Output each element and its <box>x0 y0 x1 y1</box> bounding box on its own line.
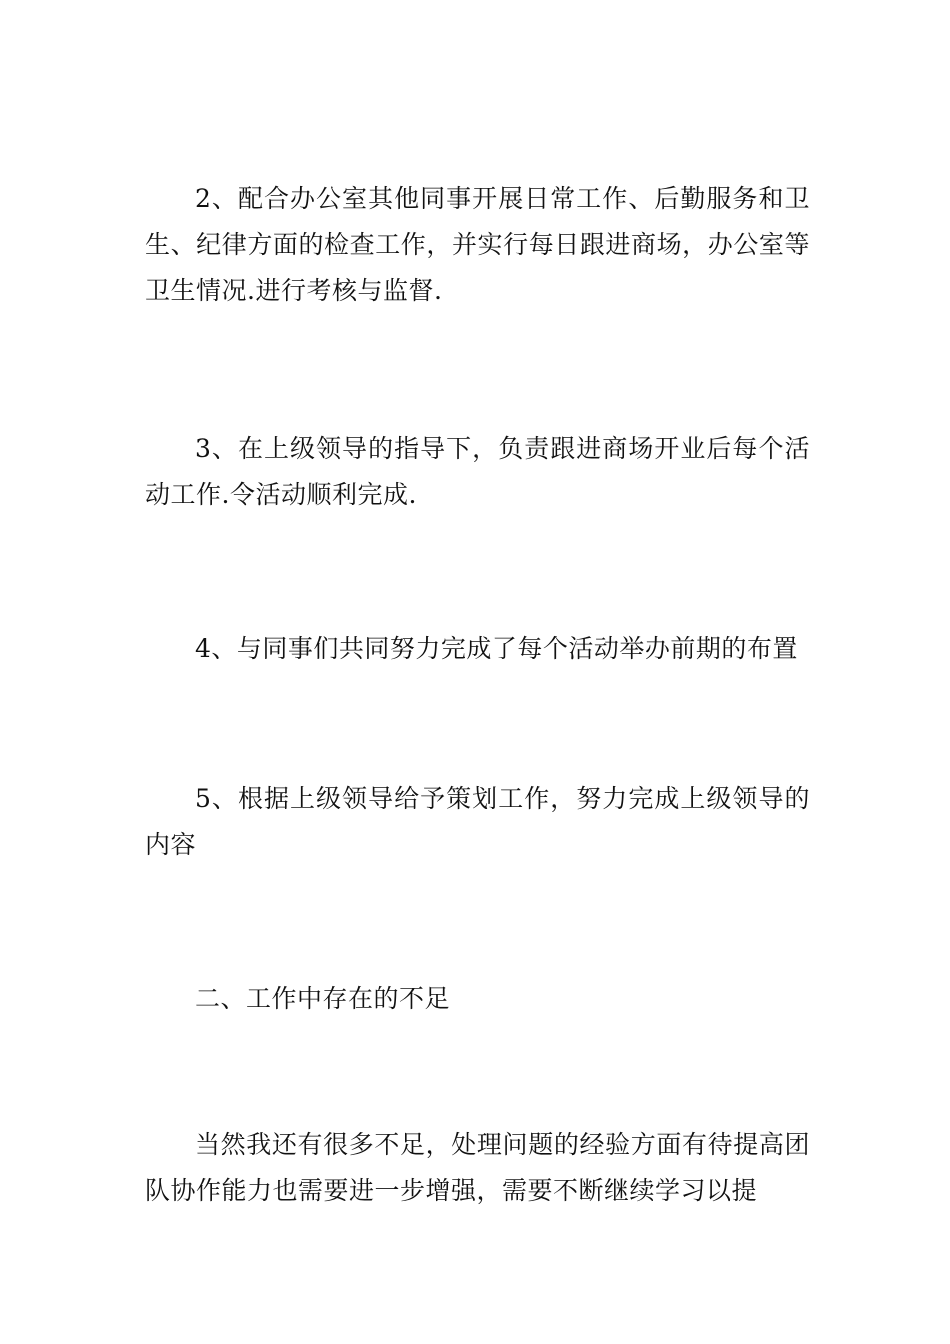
paragraph-item-2: 2、配合办公室其他同事开展日常工作、后勤服务和卫生、纪律方面的检查工作，并实行每日跟进商场，办公室等卫生情况.进行考核与监督. <box>145 184 810 305</box>
paragraph-shortcomings-body: 当然我还有很多不足，处理问题的经验方面有待提高团队协作能力也需要进一步增强，需要不断继续学习以提 <box>145 1130 810 1205</box>
section-heading-shortcomings: 二、工作中存在的不足 <box>195 984 451 1013</box>
paragraph-item-3: 3、在上级领导的指导下，负责跟进商场开业后每个活动工作.令活动顺利完成. <box>145 434 810 509</box>
paragraph-item-4: 4、与同事们共同努力完成了每个活动举办前期的布置 <box>195 634 798 663</box>
paragraph-item-5: 5、根据上级领导给予策划工作，努力完成上级领导的内容 <box>145 784 810 859</box>
